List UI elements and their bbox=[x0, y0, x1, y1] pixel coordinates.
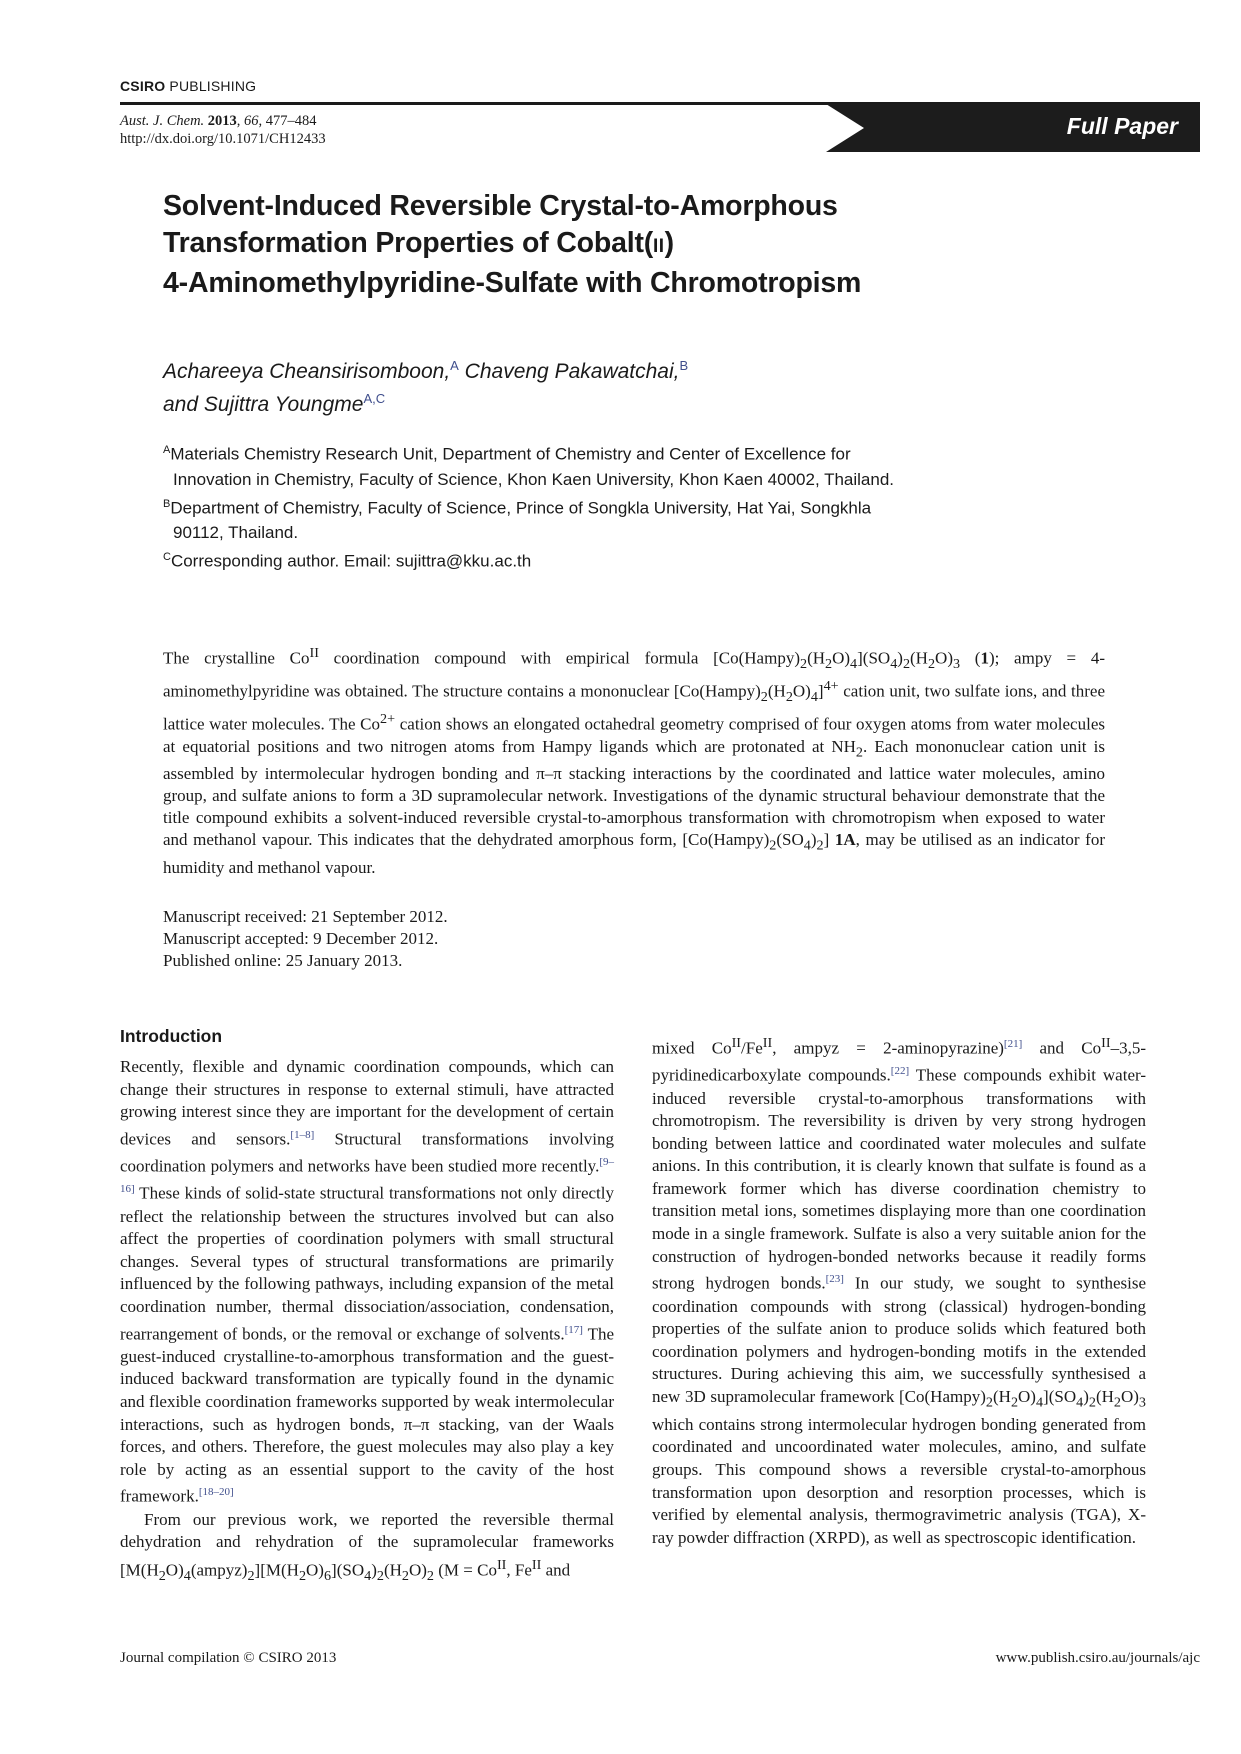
body-column-left bbox=[120, 1056, 614, 1587]
body-column-right bbox=[652, 1032, 1146, 1549]
footer-journal-url[interactable]: www.publish.csiro.au/journals/ajc bbox=[995, 1650, 1200, 1666]
affiliation-a bbox=[163, 438, 923, 492]
author-3: and Sujittra Youngme bbox=[163, 393, 364, 416]
abstract-text: The crystalline $Co^{II}$ coordination compound with empirical formula $[Co(Hampy)_2(H_2O)_4](SO_4)_2(H_2O)_3$ (1); ampy = 4-aminomethylpyridine was obtained. The structure contains a mononuclear $[Co(Hampy)_2(H_2O)_4]^{4+}$ cation unit, two sulfate ions, and three lattice water molecules. The $Co^{2+}$ cation shows an elongated octahedral geometry comprised of four oxygen atoms from water molecules at equatorial positions and two nitrogen atoms from Hampy ligands which are protonated at $NH_2$. Each mononuclear cation unit is assembled by intermolecular hydrogen bonding and π–π stacking interactions by the coordinated and lattice water molecules, amino group, and sulfate anions to form a 3D supramolecular network. Investigations of the dynamic structural behaviour demonstrate that the title compound exhibits a solvent-induced reversible crystal-to-amorphous transformation with chromotropism when exposed to water and methanol vapour. This indicates that the dehydrated amorphous form, $[Co(Hampy)_2(SO_4)_2]$ 1A, may be utilised as an indicator for humidity and methanol vapour. bbox=[163, 645, 1105, 877]
title-line-1: Solvent-Induced Reversible Crystal-to-Amorphous bbox=[163, 190, 838, 222]
publisher-bold: CSIRO bbox=[120, 78, 166, 94]
journal-pages: , 477–484 bbox=[258, 113, 317, 129]
journal-year: 2013 bbox=[207, 113, 237, 129]
section-heading-introduction: Introduction bbox=[120, 1026, 223, 1046]
affiliation-c-text: Corresponding author. Email: sujittra@kku.ac.th bbox=[170, 551, 532, 571]
affiliation-b-text: Department of Chemistry, Faculty of Science, Prince of Songkla University, Hat Yai, Songkhla 90112, Thailand. bbox=[170, 498, 872, 543]
footer-copyright: Journal compilation © CSIRO 2013 bbox=[120, 1650, 337, 1666]
author-2: Chaveng Pakawatchai, bbox=[458, 360, 680, 383]
affiliation-b bbox=[163, 492, 923, 546]
publisher-rest: PUBLISHING bbox=[165, 78, 257, 94]
intro-paragraph-2: From our previous work, we reported the reversible thermal dehydration and rehydration of the supramolecular frameworks $[M(H_2O)_4(ampyz)_2][M(H_2O)_6](SO_4)_2(H_2O)_2$ ($M = Co^{II}$, $Fe^{II}$ and bbox=[120, 1509, 614, 1584]
date-online: Published online: 25 January 2013. bbox=[163, 951, 403, 970]
title-line-2 bbox=[163, 225, 1063, 265]
abstract bbox=[163, 642, 1105, 879]
article-type-banner bbox=[826, 104, 1200, 152]
title-oxidation-state: II bbox=[653, 236, 665, 257]
author-1-affiliation[interactable]: A bbox=[450, 358, 459, 373]
author-2-affiliation[interactable]: B bbox=[679, 358, 689, 373]
title-line-2-post: ) bbox=[664, 227, 674, 259]
affiliations bbox=[163, 438, 923, 574]
author-1: Achareeya Cheansirisomboon, bbox=[163, 360, 451, 383]
affiliation-b-mark: B bbox=[163, 497, 171, 510]
affiliation-a-mark: A bbox=[163, 444, 171, 456]
journal-name: Aust. J. Chem. bbox=[120, 113, 205, 129]
author-3-affiliation[interactable]: A,C bbox=[363, 391, 386, 406]
affiliation-c-mark: C bbox=[163, 551, 171, 564]
intro-paragraph-2-continued: mixed $Co^{II}/Fe^{II}$, ampyz = 2-aminopyrazine)[21] and $Co^{II}-3,5$-pyridinedicarboxylate compounds.[22] These compounds exhibit water-induced reversible crystal-to-amorphous transformations with chromotropism. The reversibility is driven by very strong hydrogen bonding between lattice and coordinated water molecules and sulfate anions. In this contribution, it is clearly known that sulfate is found as a framework former which has diverse coordination chemistry to transition metal ions, sometimes displaying more than one coordination mode in a single framework. Sulfate is also a very suitable anion for the construction of hydrogen-bonded networks because it readily forms strong hydrogen bonds.[23] In our study, we sought to synthesise coordination compounds with strong (classical) hydrogen-bonding properties of the sulfate anion to produce solids which featured both coordination polymers and hydrogen-bonding motifs in the extended structures. During achieving this aim, we successfully synthesised a new 3D supramolecular framework $[Co(Hampy)_2(H_2O)_4](SO_4)_2(H_2O)_3$ which contains strong intermolecular hydrogen bonding generated from coordinated and uncoordinated water molecules, amino, and sulfate groups. This compound shows a reversible crystal-to-amorphous transformation upon desorption and resorption processes, which is verified by elemental analysis, thermogravimetric analysis (TGA), X-ray powder diffraction (XRPD), as well as spectroscopic identification. bbox=[652, 1035, 1146, 1547]
article-type-label: Full Paper bbox=[1066, 113, 1178, 139]
manuscript-dates bbox=[163, 906, 448, 972]
date-received: Manuscript received: 21 September 2012. bbox=[163, 907, 448, 926]
title-line-2-pre: Transformation Properties of Cobalt( bbox=[163, 227, 654, 259]
publisher-label bbox=[120, 78, 256, 94]
paper-title bbox=[163, 188, 1063, 302]
title-line-3: 4-Aminomethylpyridine-Sulfate with Chromotropism bbox=[163, 267, 862, 299]
intro-paragraph-1: Recently, flexible and dynamic coordination compounds, which can change their structures in response to external stimuli, have attracted growing interest since they are important for the development of certain devices and sensors.[1–8] Structural transformations involving coordination polymers and networks have been studied more recently.[9–16] These kinds of solid-state structural transformations not only directly reflect the relationship between the structures involved but can also affect the properties of coordination polymers with small structural changes. Several types of structural transformations are primarily influenced by the following pathways, including expansion of the metal coordination number, thermal dissociation/association, condensation, rearrangement of bonds, or the removal or exchange of solvents.[17] The guest-induced crystalline-to-amorphous transformation and the guest-induced backward transformation are typically found in the dynamic and flexible coordination frameworks supported by weak intermolecular interactions, such as hydrogen bonds, π–π stacking, van der Waals forces, and others. Therefore, the guest molecules may also play a key role by acting as an essential support to the cavity of the host framework.[18–20] bbox=[120, 1057, 615, 1506]
author-list bbox=[163, 352, 688, 418]
citation: Aust. J. Chem. 2013, 66, 477–484 http://dx.doi.org/10.1071/CH12433 bbox=[120, 113, 326, 147]
date-accepted: Manuscript accepted: 9 December 2012. bbox=[163, 929, 439, 948]
doi-link[interactable]: http://dx.doi.org/10.1071/CH12433 bbox=[120, 131, 326, 147]
affiliation-a-text: Materials Chemistry Research Unit, Department of Chemistry and Center of Excellence for Innovation in Chemistry, Faculty of Science, Khon Kaen University, Khon Kaen 40002, Thailand. bbox=[170, 444, 895, 489]
journal-volume: 66 bbox=[244, 113, 259, 129]
affiliation-c bbox=[163, 545, 923, 574]
